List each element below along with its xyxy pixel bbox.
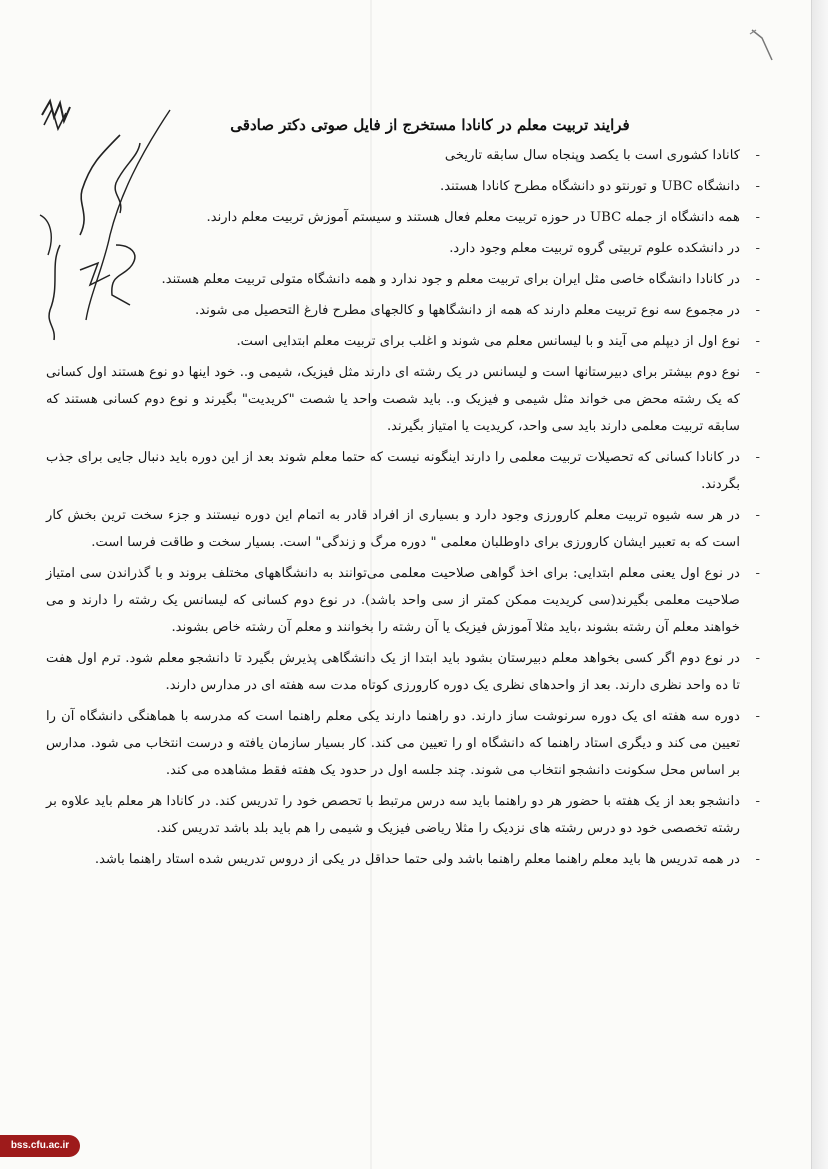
list-item: [46, 235, 760, 262]
list-item: [46, 328, 760, 355]
document-title: فرایند تربیت معلم در کانادا مستخرج از فایل صوتی دکتر صادقی: [230, 116, 630, 134]
bullet-dash-icon: -: [755, 334, 760, 349]
list-item: [46, 266, 760, 293]
bullet-dash-icon: -: [755, 210, 760, 225]
list-item: [46, 502, 760, 556]
bullet-dash-icon: -: [755, 651, 760, 666]
page-edge: [811, 0, 828, 1169]
bullet-dash-icon: -: [755, 303, 760, 318]
list-item-text: همه دانشگاه از جمله UBC در حوزه تربیت معلم فعال هستند و سیستم آموزش تربیت معلم دارند.: [206, 210, 740, 225]
bullet-dash-icon: -: [755, 365, 760, 380]
list-item-text: در کانادا کسانی که تحصیلات تربیت معلمی را دارند اینگونه نیست که حتما معلم شوند بعد از این دوره باید دنبال جایی برای جذب بگردند.: [46, 450, 740, 492]
staple-mark-icon: [748, 0, 778, 70]
list-item-text: در کانادا دانشگاه خاصی مثل ایران برای تربیت معلم و جود ندارد و همه دانشگاه متولی تربیت معلم هستند.: [161, 272, 740, 287]
bullet-dash-icon: -: [755, 179, 760, 194]
list-item-text: در همه تدریس ها باید معلم راهنما معلم راهنما باشد ولی حتما حداقل در یکی از دروس تدریس شده استاد راهنما باشد.: [94, 852, 740, 867]
list-item-text: نوع اول از دیپلم می آیند و با لیسانس معلم می شوند و اغلب برای تربیت معلم ابتدایی است.: [236, 334, 740, 349]
list-item-text: در نوع دوم اگر کسی بخواهد معلم دبیرستان بشود باید ابتدا از یک دانشگاهی پذیرش بگیرد تا دانشجو معلم شود. ترم اول هفت تا ده واحد نظری دارند. بعد از واحدهای نظری یک دوره کارورزی کوتاه مدت سه هفته ای در مدارس دارند.: [46, 651, 740, 693]
list-item-text: دوره سه هفته ای یک دوره سرنوشت ساز دارند. دو راهنما دارند یکی معلم راهنما است که مدرسه با هماهنگی دانشگاه آن را تعیین می کند و دیگری استاد راهنما که دانشگاه او را تعیین می کند. کار بسیار سازمان یافته و درست انتخاب می شود. مدارس بر اساس محل سکونت دانشجو انتخاب می شوند. چند جلسه اول در حدود یک هفته فقط مشاهده می کند.: [46, 709, 740, 778]
list-item-text: دانشگاه UBC و تورنتو دو دانشگاه مطرح کانادا هستند.: [440, 179, 740, 194]
bullet-dash-icon: -: [755, 241, 760, 256]
list-item-text: دانشجو بعد از یک هفته با حضور هر دو راهنما باید سه درس مرتبط با تحصص خود را تدریس کند. در کانادا هر معلم باید علاوه بر رشته تخصصی خود دو درس رشته های نزدیک را مثلا ریاضی فیزیک و شیمی را هم باید بلد باشد تدریس کند.: [46, 794, 740, 836]
bullet-dash-icon: -: [755, 450, 760, 465]
bullet-dash-icon: -: [755, 566, 760, 581]
list-item-text: کانادا کشوری است با یکصد وپنجاه سال سابقه تاریخی: [444, 148, 740, 163]
document-body: [46, 142, 760, 877]
site-url-badge[interactable]: bss.cfu.ac.ir: [0, 1135, 80, 1157]
bullet-dash-icon: -: [755, 272, 760, 287]
list-item-text: در مجموع سه نوع تربیت معلم دارند که همه از دانشگاهها و کالجهای مطرح فارغ التحصیل می شوند.: [195, 303, 740, 318]
bullet-dash-icon: -: [755, 508, 760, 523]
list-item: [46, 173, 760, 200]
bullet-dash-icon: -: [755, 709, 760, 724]
list-item-text: در هر سه شیوه تربیت معلم کارورزی وجود دارد و بسیاری از افراد قادر به اتمام این دوره نیستند و جزء سخت ترین بخش کار است که به تعبیر ایشان کارورزی برای داوطلبان معلمی " دوره مرگ و زندگی" است. بسیار سخت و طاقت فرسا است.: [46, 508, 740, 550]
bullet-dash-icon: -: [755, 148, 760, 163]
list-item: [46, 142, 760, 169]
list-item: [46, 645, 760, 699]
list-item: [46, 359, 760, 440]
list-item-text: در نوع اول یعنی معلم ابتدایی: برای اخذ گواهی صلاحیت معلمی می‌توانند به دانشگاههای مختلف بروند و با گذراندن سی امتیاز صلاحیت معلمی بگیرند(سی کریدیت ممکن کمتر از سی واحد باشد). در نوع دوم کسانی که لیسانس یک رشته را دارند و می خواهند معلم آن رشته بشوند ،باید مثلا آموزش فیزیک یا آن رشته را بخوانند و معلم آن رشته خاص بشوند.: [46, 566, 740, 635]
list-item: [46, 204, 760, 231]
list-item: [46, 297, 760, 324]
list-item-text: نوع دوم بیشتر برای دبیرستانها است و لیسانس در یک رشته ای دارند مثل فیزیک، شیمی و.. خود اینها دو نوع هستند اول کسانی که یک رشته محض می خواند مثل شیمی و فیزیک و.. باید شصت واحد یا شصت "کریدیت" بگیرند و نوع دوم کسانی هستند که سابقه تربیت معلمی دارند باید سی واحد، کریدیت یا امتیاز بگیرند.: [46, 365, 740, 434]
bullet-dash-icon: -: [755, 852, 760, 867]
list-item: [46, 703, 760, 784]
list-item: [46, 846, 760, 873]
list-item-text: در دانشکده علوم تربیتی گروه تربیت معلم وجود دارد.: [449, 241, 740, 256]
bullet-dash-icon: -: [755, 794, 760, 809]
list-item: [46, 788, 760, 842]
list-item: [46, 560, 760, 641]
list-item: [46, 444, 760, 498]
